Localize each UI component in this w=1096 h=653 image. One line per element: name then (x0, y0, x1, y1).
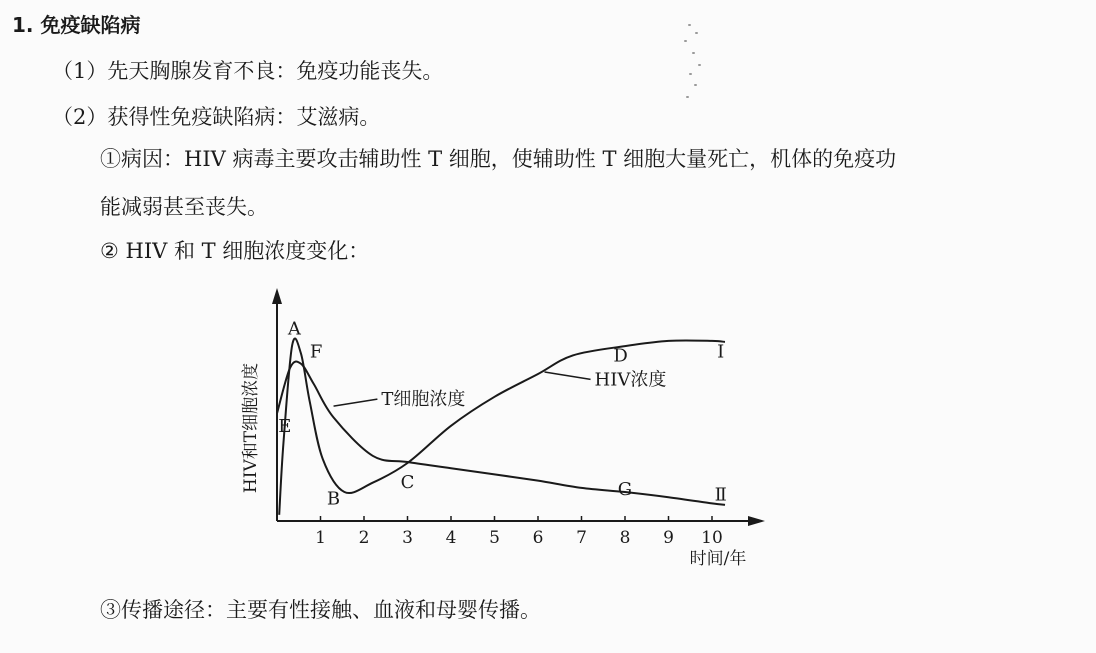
chart-annotations (278, 319, 727, 510)
point-label: B (326, 488, 341, 510)
x-tick-label: 6 (532, 528, 544, 548)
x-tick-label: 1 (315, 528, 326, 548)
series-label: HIV浓度 (594, 369, 667, 391)
cause-paragraph-line-2: 能减弱甚至丧失。 (100, 195, 268, 219)
x-tick-label: 4 (445, 528, 457, 548)
point-label: E (278, 415, 292, 437)
section-heading: 1. 免疫缺陷病 (12, 13, 141, 37)
x-tick-label: 2 (358, 528, 370, 548)
x-axis-arrow (748, 516, 765, 526)
series-label-leader (334, 399, 378, 406)
cause-paragraph-line-1: ①病因：HIV 病毒主要攻击辅助性 T 细胞，使辅助性 T 细胞大量死亡，机体的免疫功 (100, 147, 897, 171)
point-label: Ⅱ (714, 484, 727, 506)
x-tick-label: 9 (663, 528, 674, 548)
series-line-hiv (279, 339, 725, 515)
x-tick-label: 3 (402, 528, 413, 548)
x-tick-label: 8 (619, 528, 631, 548)
y-axis-arrow (272, 288, 282, 304)
point-label: F (309, 341, 323, 363)
chart-caption: ② HIV 和 T 细胞浓度变化： (100, 239, 370, 263)
x-tick-label: 10 (701, 528, 723, 548)
point-label: A (287, 318, 301, 340)
chart-series (277, 339, 725, 515)
chart-axes (272, 288, 765, 526)
item-acquired-immunodeficiency: （2）获得性免疫缺陷病：艾滋病。 (52, 105, 381, 129)
x-tick-label: 5 (489, 528, 500, 548)
point-label: G (617, 479, 633, 501)
series-label-leader (545, 372, 591, 379)
point-label: I (717, 341, 725, 363)
point-label: C (400, 471, 415, 493)
x-tick-label: 7 (576, 528, 587, 548)
x-axis-label: 时间/年 (689, 549, 747, 569)
item-congenital-thymus: （1）先天胸腺发育不良：免疫功能丧失。 (52, 59, 444, 83)
y-axis-label: HIV和T细胞浓度 (241, 362, 261, 494)
point-label: D (613, 345, 628, 367)
transmission-route: ③传播途径：主要有性接触、血液和母婴传播。 (100, 598, 541, 622)
series-label: T细胞浓度 (381, 389, 466, 411)
